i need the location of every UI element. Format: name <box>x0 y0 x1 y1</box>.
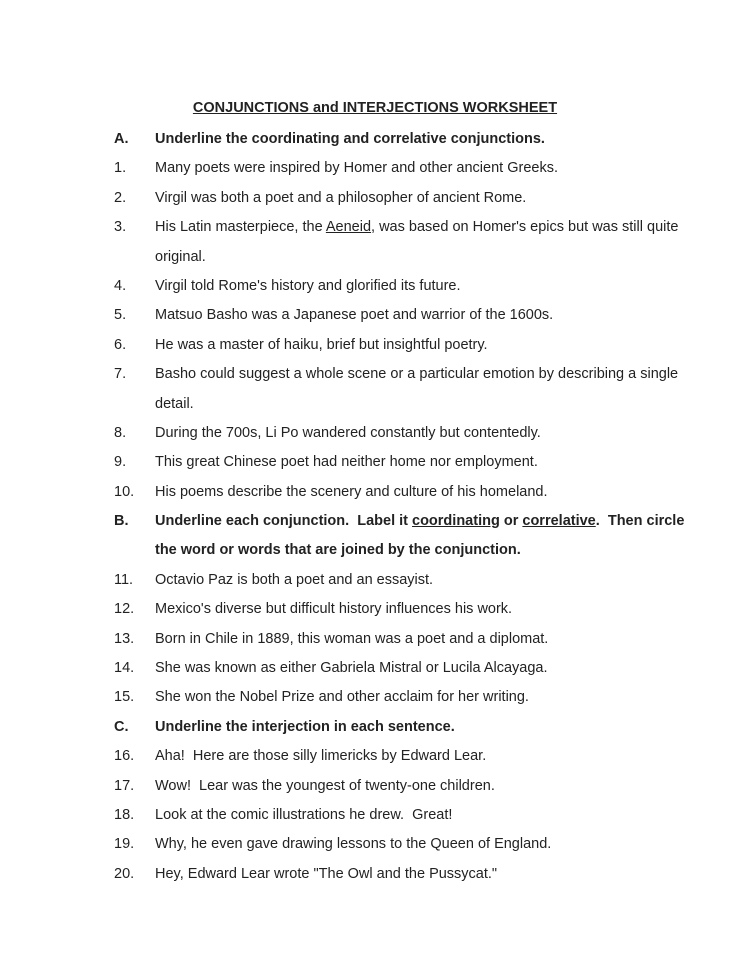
worksheet-line <box>0 448 750 477</box>
text-segment: During the 700s, Li Po wandered constantly but contentedly. <box>155 424 541 441</box>
underlined-word: correlative <box>522 513 596 530</box>
line-text <box>155 830 551 859</box>
line-number: 4. <box>114 277 127 294</box>
line-text <box>155 772 495 801</box>
text-segment: . Then circle <box>595 513 685 530</box>
line-text <box>155 360 678 389</box>
text-segment: Mexico's diverse but difficult history influences his work. <box>155 601 513 618</box>
line-number: 1. <box>114 160 127 177</box>
text-segment: His Latin masterpiece, the <box>155 219 326 236</box>
line-number: 17. <box>114 777 135 794</box>
line-number: 2. <box>114 189 127 206</box>
line-text <box>155 625 548 654</box>
line-text <box>155 536 521 565</box>
text-segment: Wow! Lear was the youngest of twenty-one children. <box>155 777 495 794</box>
line-number: B. <box>114 513 129 530</box>
line-text <box>155 801 452 830</box>
text-segment: the word or words that are joined by the conjunction. <box>155 542 521 559</box>
line-number: 14. <box>114 660 135 677</box>
text-segment: She won the Nobel Prize and other acclaim for her writing. <box>155 689 529 706</box>
text-segment: Basho could suggest a whole scene or a particular emotion by describing a single <box>155 366 679 383</box>
worksheet-line <box>0 772 750 801</box>
worksheet-line <box>0 625 750 654</box>
text-segment: Underline each conjunction. Label it <box>155 513 413 530</box>
line-number: 12. <box>114 601 135 618</box>
text-segment: Born in Chile in 1889, this woman was a poet and a diplomat. <box>155 630 549 647</box>
line-text <box>155 184 526 213</box>
line-number: 5. <box>114 307 127 324</box>
line-text <box>155 595 512 624</box>
line-number: 20. <box>114 865 135 882</box>
worksheet-line <box>0 184 750 213</box>
line-number: 10. <box>114 483 135 500</box>
line-text <box>155 683 529 712</box>
line-number: 13. <box>114 630 135 647</box>
worksheet-line <box>0 390 750 419</box>
section-instruction <box>0 713 750 742</box>
line-number: 9. <box>114 454 127 471</box>
worksheet-line <box>0 830 750 859</box>
line-number: 11. <box>114 571 134 588</box>
line-text <box>155 125 545 154</box>
worksheet-line <box>0 419 750 448</box>
line-number: 3. <box>114 219 127 236</box>
worksheet-line <box>0 860 750 889</box>
text-segment: Look at the comic illustrations he drew. Great! <box>155 806 453 823</box>
section-instruction <box>0 125 750 154</box>
line-text <box>155 331 488 360</box>
text-segment: or <box>499 513 523 530</box>
line-text <box>155 419 541 448</box>
worksheet-body <box>0 125 750 889</box>
text-segment: Hey, Edward Lear wrote "The Owl and the Pussycat." <box>155 865 498 882</box>
line-text <box>155 154 558 183</box>
text-segment: Virgil told Rome's history and glorified its future. <box>155 277 461 294</box>
text-segment: Octavio Paz is both a poet and an essayist. <box>155 571 434 588</box>
line-number: 16. <box>114 748 135 765</box>
worksheet-line <box>0 331 750 360</box>
line-number: 7. <box>114 366 127 383</box>
line-text <box>155 566 433 595</box>
worksheet-line <box>0 154 750 183</box>
underlined-word: Aeneid <box>325 219 372 236</box>
line-text <box>155 742 486 771</box>
line-text <box>155 213 678 242</box>
text-segment: Underline the coordinating and correlative conjunctions. <box>155 131 545 147</box>
worksheet-line <box>0 566 750 595</box>
line-text <box>155 713 455 742</box>
line-number: 6. <box>114 336 127 353</box>
section-instruction <box>0 536 750 565</box>
text-segment: Matsuo Basho was a Japanese poet and warrior of the 1600s. <box>155 307 554 324</box>
worksheet-line <box>0 360 750 389</box>
text-segment: He was a master of haiku, brief but insightful poetry. <box>155 336 488 353</box>
worksheet-line <box>0 243 750 272</box>
worksheet-line <box>0 301 750 330</box>
text-segment: His poems describe the scenery and culture of his homeland. <box>155 483 548 500</box>
worksheet-line <box>0 683 750 712</box>
worksheet-line <box>0 595 750 624</box>
worksheet-line <box>0 801 750 830</box>
line-number: A. <box>114 131 129 147</box>
line-text <box>155 654 548 683</box>
section-instruction <box>0 507 750 536</box>
line-number: 15. <box>114 689 135 706</box>
line-text <box>155 243 206 272</box>
line-text <box>155 272 461 301</box>
text-segment: Underline the interjection in each sentence. <box>155 718 455 735</box>
text-segment: Why, he even gave drawing lessons to the Queen of England. <box>155 836 552 853</box>
line-text <box>155 478 548 507</box>
worksheet-line <box>0 654 750 683</box>
worksheet-line <box>0 742 750 771</box>
line-text <box>155 448 538 477</box>
worksheet-title-text: CONJUNCTIONS and INTERJECTIONS WORKSHEET <box>192 100 558 116</box>
line-text <box>155 301 553 330</box>
worksheet-line <box>0 272 750 301</box>
worksheet-line <box>0 478 750 507</box>
text-segment: Aha! Here are those silly limericks by Edward Lear. <box>155 748 487 765</box>
text-segment: Many poets were inspired by Homer and other ancient Greeks. <box>155 160 558 177</box>
text-segment: , was based on Homer's epics but was still quite <box>371 219 679 236</box>
worksheet-title <box>0 100 750 116</box>
worksheet-line <box>0 213 750 242</box>
text-segment: This great Chinese poet had neither home nor employment. <box>155 454 538 471</box>
text-segment: detail. <box>155 395 194 412</box>
line-number: C. <box>114 718 129 735</box>
line-text <box>155 860 497 889</box>
line-text <box>155 507 684 536</box>
line-number: 19. <box>114 836 135 853</box>
line-text <box>155 390 194 419</box>
underlined-word: coordinating <box>412 513 500 530</box>
text-segment: original. <box>155 248 206 265</box>
line-number: 18. <box>114 806 135 823</box>
text-segment: She was known as either Gabriela Mistral or Lucila Alcayaga. <box>155 660 548 677</box>
text-segment: Virgil was both a poet and a philosopher of ancient Rome. <box>155 189 527 206</box>
line-number: 8. <box>114 424 127 441</box>
